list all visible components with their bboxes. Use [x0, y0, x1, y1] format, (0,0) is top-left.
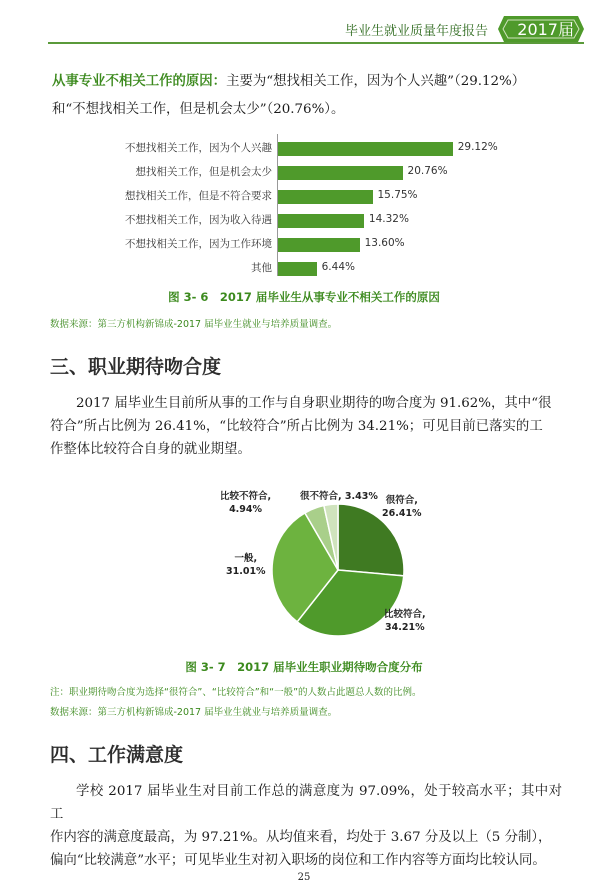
intro-line-2: 和“不想找相关工作，但是机会太少”（20.76%）。: [52, 102, 345, 117]
bar-category-label: 想找相关工作，但是机会太少: [135, 166, 272, 178]
bar-row: [0, 208, 608, 232]
header-rule: [48, 42, 584, 44]
bar-chart-axis: [277, 134, 278, 276]
page-header: [0, 0, 608, 50]
bar-row: [0, 256, 608, 280]
bar-value-label: 6.44%: [321, 261, 355, 273]
bar-row: [0, 160, 608, 184]
bar: [278, 238, 360, 252]
reasons-bar-chart: [0, 132, 608, 280]
bar: [278, 190, 373, 204]
figure-3-6-caption: 图 3- 6 2017 届毕业生从事专业不相关工作的原因: [168, 290, 440, 304]
pie-label-average: 一般, 31.01%: [226, 553, 266, 577]
intro-paragraph: [52, 68, 562, 124]
bar-category-label: 不想找相关工作，因为个人兴趣: [125, 142, 272, 154]
figure-3-6-source: 数据来源：第三方机构新锦成-2017 届毕业生就业与培养质量调查。: [50, 319, 338, 330]
bar: [278, 142, 453, 156]
pie-label-fairly-not-match: 比较不符合, 4.94%: [220, 491, 272, 515]
bar: [278, 214, 364, 228]
section-4-line-2: 作内容的满意度最高，为 97.21%。从均值来看，均处于 3.67 分及以上（5 分制），: [50, 830, 552, 845]
bar-value-label: 14.32%: [368, 213, 409, 225]
figure-3-7-source: 数据来源：第三方机构新锦成-2017 届毕业生就业与培养质量调查。: [50, 707, 338, 718]
intro-lead: 从事专业不相关工作的原因：: [52, 74, 227, 89]
report-title: 毕业生就业质量年度报告: [344, 24, 488, 39]
section-3-paragraph: [50, 392, 562, 461]
section-4-line-3: 偏向“比较满意”水平；可见毕业生对初入职场的岗位和工作内容等方面均比较认同。: [50, 853, 546, 868]
intro-line-1: [52, 68, 562, 96]
pie-svg: [0, 482, 608, 652]
section-3-line-1: 2017 届毕业生目前所从事的工作与自身职业期待的吻合度为 91.62%，其中“很: [76, 396, 552, 411]
bar-category-label: 不想找相关工作，因为工作环境: [125, 238, 272, 250]
bar-row: [0, 136, 608, 160]
bar-value-label: 13.60%: [364, 237, 405, 249]
bar-value-label: 20.76%: [407, 165, 448, 177]
bar-category-label: 其他: [251, 262, 272, 274]
bar-category-label: 想找相关工作，但是不符合要求: [125, 190, 272, 202]
section-4-paragraph: [50, 780, 562, 872]
bar-value-label: 29.12%: [457, 141, 498, 153]
bar-row: [0, 232, 608, 256]
pie-label-very-match: 很符合, 26.41%: [382, 495, 422, 519]
bar: [278, 166, 403, 180]
year-badge-text: 2017届: [517, 20, 574, 39]
bar: [278, 262, 317, 276]
figure-3-7-caption: 图 3- 7 2017 届毕业生职业期待吻合度分布: [185, 660, 423, 674]
section-4-line-1: 学校 2017 届毕业生对目前工作总的满意度为 97.09%，处于较高水平；其中对工: [50, 784, 562, 822]
figure-3-7-note: 注：职业期待吻合度为选择“很符合”、“比较符合”和“一般”的人数占此题总人数的比例。: [50, 687, 422, 698]
section-3-line-3: 作整体比较符合自身的就业期望。: [50, 442, 251, 457]
pie-label-fairly-match: 比较符合, 34.21%: [384, 609, 426, 633]
section-3-line-2: 符合”所占比例为 26.41%，“比较符合”所占比例为 34.21%；可见目前已落实的工: [50, 419, 543, 434]
intro-line1-rest: 主要为“想找相关工作，因为个人兴趣”（29.12%）: [226, 74, 526, 89]
page-number: 25: [297, 872, 311, 883]
section-3-heading: 三、职业期待吻合度: [50, 356, 222, 378]
bar-row: [0, 184, 608, 208]
bar-value-label: 15.75%: [377, 189, 418, 201]
pie-label-very-not-match: 很不符合, 3.43%: [300, 491, 378, 502]
expectation-pie-chart: [0, 482, 608, 652]
section-4-heading: 四、工作满意度: [50, 744, 184, 766]
bar-category-label: 不想找相关工作，因为收入待遇: [125, 214, 272, 226]
